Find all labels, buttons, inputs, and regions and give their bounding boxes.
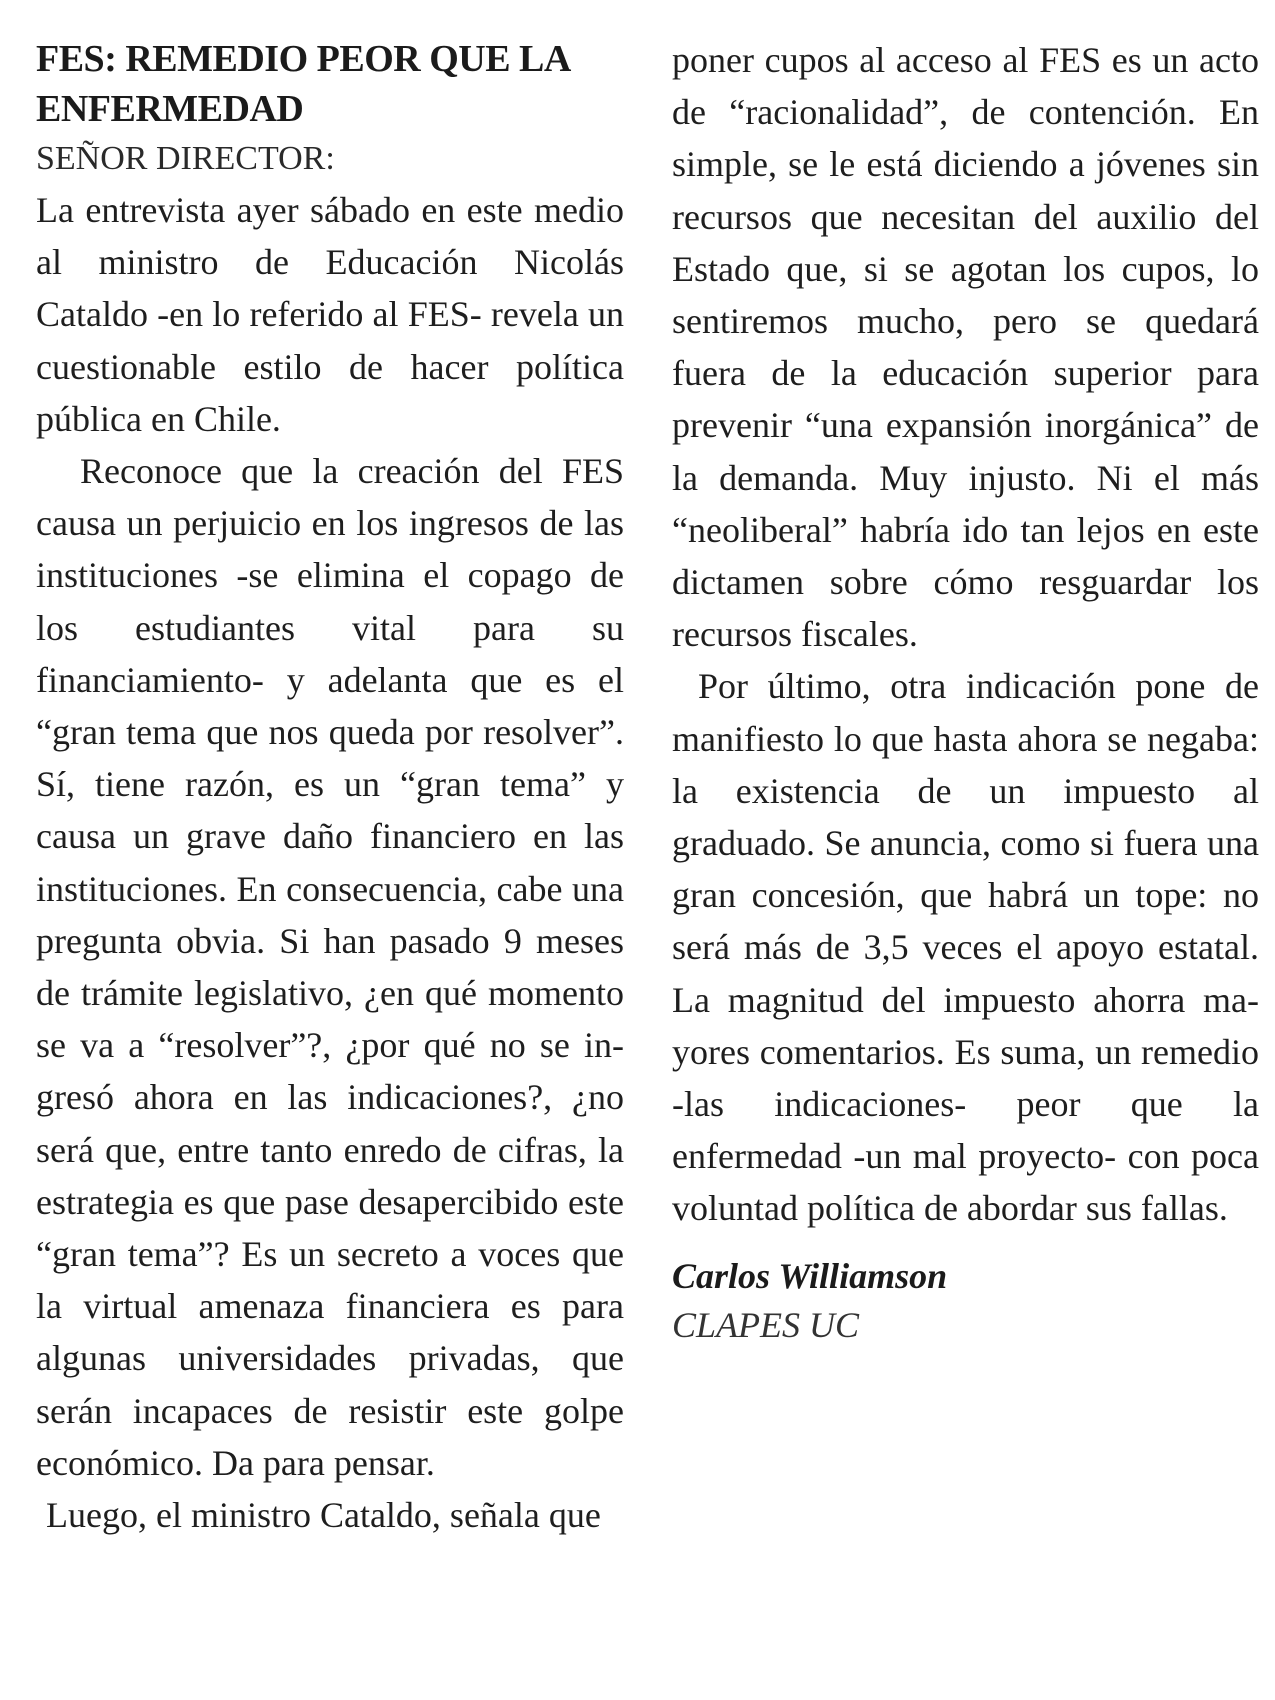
signature-name: Carlos Williamson xyxy=(672,1255,948,1296)
right-column xyxy=(672,34,1259,1349)
paragraph-2: Reconoce que la creación del FES causa un perjuicio en los ingresos de las instituciones -se elimina el copago de los estudiantes vital para su financiamiento- y adelanta que es el “gran tema que nos queda por resolver”. Sí, tiene razón, es un “gran tema” y causa un grave daño financiero en las instituciones. En consecuencia, cabe una pregunta obvia. Si han pasado 9 meses de trámite legislativo, ¿en qué momento se va a “resolver”?, ¿por qué no se ingresó ahora en las indicaciones?, ¿no será que, entre tanto enredo de cifras, la estrategia es que pase desapercibido este “gran tema”? Es un secreto a voces que la virtual amenaza financiera es para algunas universidades privadas, que serán incapaces de resistir este golpe económico. Da para pensar. xyxy=(36,451,624,1483)
left-column xyxy=(36,34,624,1541)
salutation: SEÑOR DIRECTOR: xyxy=(36,140,335,177)
signature-organization: CLAPES UC xyxy=(672,1304,860,1345)
paragraph-3-continued: poner cupos al acceso al FES es un acto de “racionalidad”, de contención. En simple, se le está diciendo a jóvenes sin recursos que necesitan del auxilio del Estado que, si se agotan los cupos, lo sentiremos mucho, pero se quedará fuera de la educación superior para prevenir “una expansión inorgánica” de la demanda. Muy injusto. Ni el más “neoliberal” habría ido tan lejos en este dictamen sobre cómo resguardar los recursos fiscales. xyxy=(672,40,1259,655)
article-headline: FES: REMEDIO PEOR QUE LA ENFERMEDAD xyxy=(36,38,569,130)
paragraph-4: Por último, otra indicación pone de manifiesto lo que hasta ahora se negaba: la existencia de un impuesto al graduado. Se anuncia, como si fuera una gran concesión, que habrá un tope: no será más de 3,5 veces el apoyo estatal. La magnitud del impuesto ahorra mayores comentarios. Es suma, un remedio -las indicaciones- peor que la enfermedad -un mal proyecto- con poca voluntad política de abordar sus fallas. xyxy=(672,666,1259,1229)
paragraph-1: La entrevista ayer sábado en este medio al ministro de Educación Nicolás Cataldo -en lo referido al FES- revela un cuestionable estilo de hacer política pública en Chile. xyxy=(36,190,624,439)
paragraph-3: Luego, el ministro Cataldo, señala que xyxy=(46,1495,601,1536)
